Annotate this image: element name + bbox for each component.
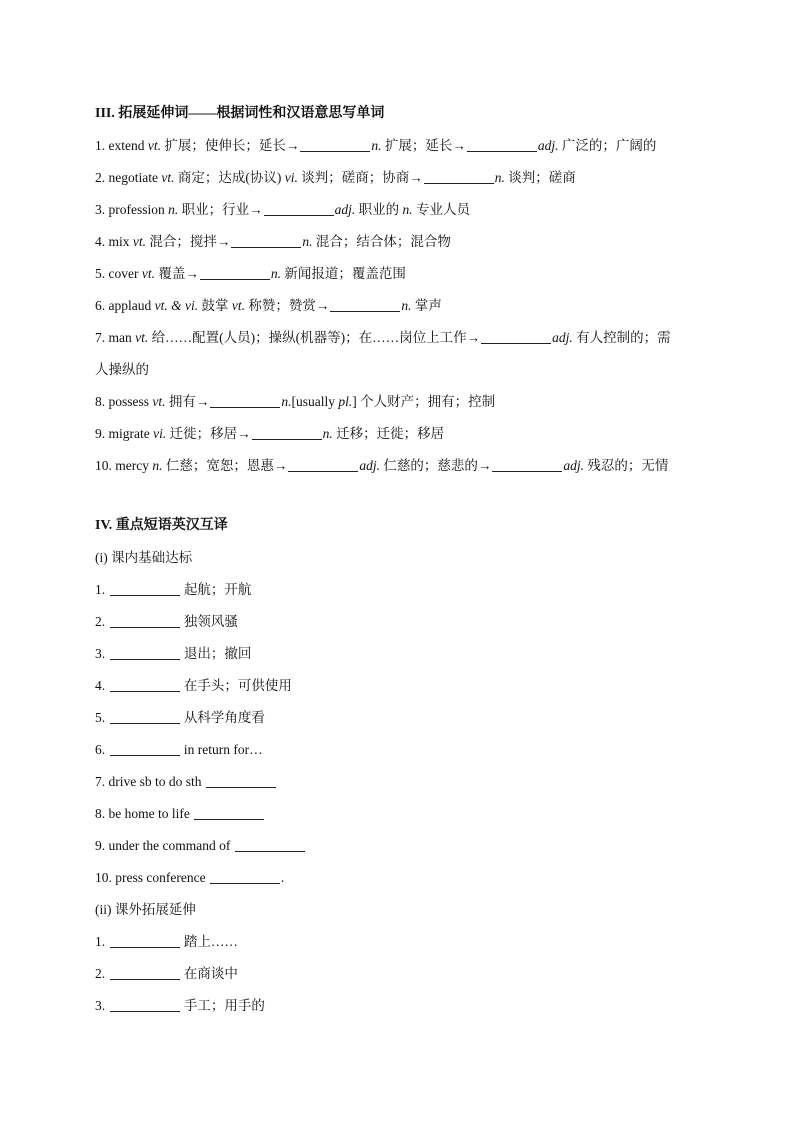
answer-blank[interactable] <box>194 805 264 820</box>
phrase-item <box>95 734 715 766</box>
subsection2-title: (ii) 课外拓展延伸 <box>95 902 196 917</box>
answer-blank[interactable] <box>110 677 180 692</box>
word-meaning: 新闻报道；覆盖范围 <box>280 266 406 281</box>
phrase-text: 从科学角度看 <box>180 710 265 725</box>
answer-blank[interactable] <box>210 393 280 408</box>
word-meaning: 拥有→ <box>165 394 210 409</box>
answer-blank[interactable] <box>206 773 276 788</box>
word-headword: 3. profession <box>95 202 169 217</box>
answer-blank[interactable] <box>424 169 494 184</box>
word-meaning: 广泛的；广阔的 <box>558 138 657 153</box>
word-meaning: 残忍的；无情 <box>584 458 669 473</box>
part-of-speech: n. <box>401 298 412 313</box>
word-meaning: ] 个人财产；拥有；控制 <box>352 394 496 409</box>
answer-blank[interactable] <box>110 581 180 596</box>
answer-blank[interactable] <box>110 645 180 660</box>
word-meaning: 掌声 <box>411 298 442 313</box>
word-headword: 5. cover <box>95 266 142 281</box>
part-of-speech: vt. <box>161 170 175 185</box>
answer-blank[interactable] <box>492 457 562 472</box>
word-meaning: 混合；搅拌→ <box>146 234 231 249</box>
item-number: 1. <box>95 582 109 597</box>
phrase-text: 9. under the command of <box>95 838 234 853</box>
answer-blank[interactable] <box>110 933 180 948</box>
word-item <box>95 322 715 354</box>
answer-blank[interactable] <box>467 137 537 152</box>
phrase-item <box>95 926 715 958</box>
word-headword: 8. possess <box>95 394 153 409</box>
word-headword: 7. man <box>95 330 136 345</box>
part-of-speech: adj. <box>359 458 380 473</box>
part-of-speech: adj. <box>552 330 573 345</box>
phrase-text: 7. drive sb to do sth <box>95 774 205 789</box>
word-meaning: 谈判；磋商 <box>504 170 576 185</box>
part-of-speech: n. <box>168 202 179 217</box>
part-of-speech: vt. <box>132 234 147 249</box>
word-meaning: 专业人员 <box>412 202 471 217</box>
section3-list <box>95 130 715 482</box>
word-item <box>95 290 715 322</box>
word-headword: 2. negotiate <box>95 170 162 185</box>
word-item <box>95 450 715 482</box>
answer-blank[interactable] <box>210 869 280 884</box>
phrase-item <box>95 862 715 894</box>
item-number: 3. <box>95 646 109 661</box>
phrase-text: 退出；撤回 <box>180 646 252 661</box>
phrase-item <box>95 798 715 830</box>
phrase-item <box>95 574 715 606</box>
answer-blank[interactable] <box>200 265 270 280</box>
answer-blank[interactable] <box>330 297 400 312</box>
word-meaning: 职业的 <box>355 202 403 217</box>
item-number: 5. <box>95 710 109 725</box>
word-item <box>95 258 715 290</box>
answer-blank[interactable] <box>110 741 180 756</box>
subsection1-title: (i) 课内基础达标 <box>95 550 193 565</box>
word-meaning: 迁移；迁徙；移居 <box>332 426 445 441</box>
part-of-speech: vi. <box>284 170 298 185</box>
part-of-speech: vt. & vi. <box>154 298 199 313</box>
item-number: 1. <box>95 934 109 949</box>
part-of-speech: n. <box>302 234 313 249</box>
part-of-speech: n. <box>281 394 292 409</box>
word-meaning: 有人控制的；需 <box>572 330 671 345</box>
answer-blank[interactable] <box>481 329 551 344</box>
phrase-text: 踏上…… <box>180 934 238 949</box>
answer-blank[interactable] <box>110 613 180 628</box>
word-item <box>95 226 715 258</box>
word-headword: 4. mix <box>95 234 133 249</box>
part-of-speech: vi. <box>153 426 167 441</box>
part-of-speech: n. <box>402 202 413 217</box>
phrase-item <box>95 990 715 1022</box>
word-meaning: 迁徙；移居→ <box>166 426 251 441</box>
part-of-speech: adj. <box>334 202 356 217</box>
phrase-item <box>95 606 715 638</box>
part-of-speech: vt. <box>147 138 161 153</box>
word-item <box>95 194 715 226</box>
part-of-speech: n. <box>270 266 281 281</box>
answer-blank[interactable] <box>110 965 180 980</box>
part-of-speech: pl. <box>338 394 353 409</box>
word-headword: 9. migrate <box>95 426 154 441</box>
phrase-text: 8. be home to life <box>95 806 194 821</box>
section4-list2 <box>95 926 715 1022</box>
part-of-speech: adj. <box>537 138 559 153</box>
section3-title: III. 拓展延伸词——根据词性和汉语意思写单词 <box>95 106 385 121</box>
item-number: 4. <box>95 678 109 693</box>
section4-list1b <box>95 766 715 894</box>
phrase-item <box>95 958 715 990</box>
worksheet <box>95 98 715 1022</box>
word-headword: 10. mercy <box>95 458 153 473</box>
phrase-end: . <box>280 870 285 885</box>
part-of-speech: n. <box>494 170 505 185</box>
word-meaning: 称赞；赞赏→ <box>245 298 330 313</box>
word-meaning: 谈判；磋商；协商→ <box>297 170 423 185</box>
phrase-item <box>95 766 715 798</box>
phrase-item <box>95 638 715 670</box>
word-meaning: 混合；结合体；混合物 <box>312 234 451 249</box>
word-headword: 6. applaud <box>95 298 155 313</box>
word-meaning: 给……配置(人员)；操纵(机器等)；在……岗位上工作→ <box>148 330 481 345</box>
word-meaning: 仁慈；宽恕；恩惠→ <box>162 458 288 473</box>
part-of-speech: n. <box>371 138 382 153</box>
answer-blank[interactable] <box>300 137 370 152</box>
phrase-item <box>95 830 715 862</box>
phrase-text: 手工；用手的 <box>180 998 265 1013</box>
phrase-text: in return for… <box>180 742 263 757</box>
answer-blank[interactable] <box>252 425 322 440</box>
word-item-continuation: 人操纵的 <box>95 362 149 377</box>
part-of-speech: n. <box>322 426 333 441</box>
part-of-speech: n. <box>152 458 163 473</box>
word-meaning: 商定；达成(协议) <box>174 170 285 185</box>
answer-blank[interactable] <box>110 997 180 1012</box>
phrase-text: 在商谈中 <box>180 966 238 981</box>
section4-title: IV. 重点短语英汉互译 <box>95 518 228 533</box>
part-of-speech: adj. <box>563 458 585 473</box>
word-item <box>95 162 715 194</box>
phrase-text: 起航；开航 <box>180 582 252 597</box>
part-of-speech: vt. <box>231 298 245 313</box>
phrase-text: 独领风骚 <box>180 614 238 629</box>
word-meaning: [usually <box>291 394 339 409</box>
answer-blank[interactable] <box>264 201 334 216</box>
item-number: 2. <box>95 966 109 981</box>
part-of-speech: vt. <box>152 394 166 409</box>
word-meaning: 覆盖→ <box>154 266 199 281</box>
section4-list1 <box>95 574 715 766</box>
item-number: 2. <box>95 614 109 629</box>
answer-blank[interactable] <box>231 233 301 248</box>
part-of-speech: vt. <box>135 330 149 345</box>
word-meaning: 扩展；延长→ <box>381 138 466 153</box>
part-of-speech: vt. <box>141 266 155 281</box>
answer-blank[interactable] <box>110 709 180 724</box>
item-number: 3. <box>95 998 109 1013</box>
phrase-text: 在手头；可供使用 <box>180 678 292 693</box>
word-item <box>95 386 715 418</box>
word-headword: 1. extend <box>95 138 148 153</box>
word-meaning: 职业；行业→ <box>178 202 263 217</box>
phrase-text: 10. press conference <box>95 870 209 885</box>
phrase-item <box>95 702 715 734</box>
item-number: 6. <box>95 742 109 757</box>
word-meaning: 鼓掌 <box>198 298 232 313</box>
word-meaning: 扩展；使伸长；延长→ <box>161 138 300 153</box>
word-item <box>95 130 715 162</box>
phrase-item <box>95 670 715 702</box>
answer-blank[interactable] <box>288 457 358 472</box>
answer-blank[interactable] <box>235 837 305 852</box>
word-meaning: 仁慈的；慈悲的→ <box>380 458 492 473</box>
word-item <box>95 418 715 450</box>
